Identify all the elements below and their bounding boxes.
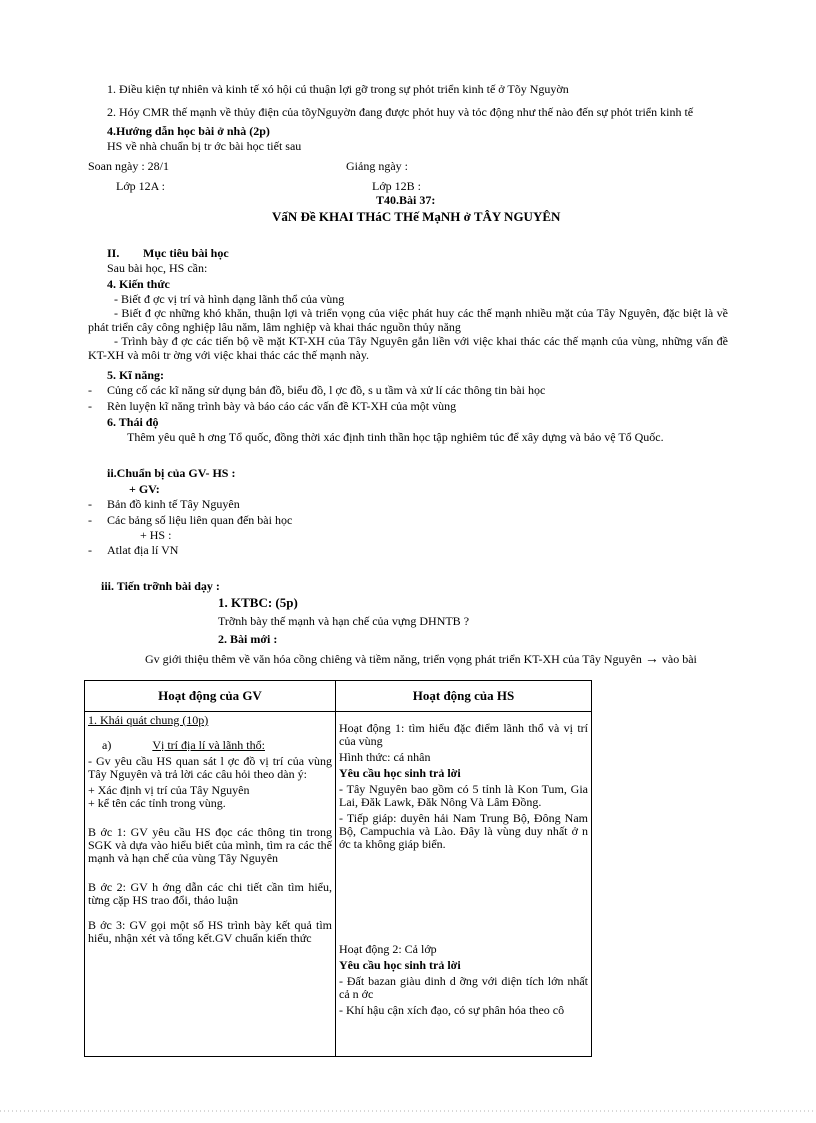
lesson-number: T40.Bài 37: — [376, 193, 436, 207]
new-lesson-heading: 2. Bài mới : — [218, 632, 278, 646]
question-2: 2. Hóy CMR thế mạnh về thủy điện của tõyNguyờn đang được phỏt huy và tỏc động như thế nào đến sự phỏt triển kinh tế — [107, 105, 694, 119]
homework-text: HS về nhà chuẩn bị tr ớc bài học tiết sau — [107, 139, 302, 153]
prepare-date: Soan ngày : 28/1 — [88, 159, 169, 173]
gv-paragraph: + kể tên các tỉnh trong vùng. — [88, 796, 226, 810]
col-header-hs: Hoạt động của HS — [336, 681, 592, 712]
knowledge-3: - Trình bày đ ợc các tiến bộ về mặt KT-XH của Tây Nguyên gắn liền với việc khai thác các thế mạnh của vùng, những vấn đề KT-XH và môi tr ờng với việc khai thác các thế mạnh này. — [88, 334, 728, 362]
knowledge-heading: 4. Kiến thức — [107, 277, 170, 291]
gv-sub-title: Vị trí địa lí và lãnh thổ: — [152, 738, 265, 752]
prep-bullet-1: - — [88, 497, 92, 511]
question-1: 1. Điều kiện tự nhiên và kinh tế xó hội cú thuận lợi gỡ trong sự phỏt triển kinh tế ở Tõy Nguyờn — [107, 82, 569, 96]
table-row — [85, 712, 592, 1057]
arrow-right-icon: → — [644, 652, 659, 667]
objectives-intro: Sau bài học, HS cần: — [107, 261, 208, 275]
hs-paragraph: Yêu cầu học sinh trả lời — [339, 766, 461, 780]
activity-table — [84, 680, 592, 1057]
hs-paragraph: - Tiếp giáp: duyên hải Nam Trung Bộ, Đông Nam Bộ, Campuchia và Lào. Đây là vùng duy nhất ở n ớc ta không giáp biển. — [339, 811, 588, 851]
prep-gv: + GV: — [129, 482, 160, 496]
page-bottom-divider — [0, 1110, 816, 1112]
objectives-heading: Mục tiêu bài học — [143, 246, 229, 260]
gv-paragraph: + Xác định vị trí của Tây Nguyên — [88, 783, 250, 797]
hs-paragraph: - Đất bazan giàu dinh d ỡng với diện tích lớn nhất cả n ớc — [339, 974, 588, 1001]
attitude-heading: 6. Thái độ — [107, 415, 159, 429]
teach-date: Giảng ngày : — [346, 159, 408, 173]
gv-sub-letter: a) — [102, 738, 112, 752]
intro-text — [145, 652, 697, 667]
hs-paragraph: - Tây Nguyên bao gồm có 5 tỉnh là Kon Tum, Gia Lai, Đăk Lawk, Đăk Nông Và Lâm Đồng. — [339, 782, 588, 809]
homework-heading: 4.Hướng dẫn học bài ở nhà (2p) — [107, 124, 270, 138]
hs-paragraph: Hoạt động 1: tìm hiểu đặc điểm lãnh thổ và vị trí của vùng — [339, 721, 588, 748]
skills-1: Củng cố các kĩ năng sử dụng bản đồ, biểu đồ, l ợc đồ, s u tầm và xử lí các thông tin bài học — [107, 383, 546, 397]
prep-bullet-2: - — [88, 513, 92, 527]
intro-main: Gv giới thiệu thêm về văn hóa cồng chiêng và tiềm năng, triển vọng phát triển KT-XH của Tây Nguyên — [145, 652, 642, 666]
prep-heading: ii.Chuẩn bị của GV- HS : — [107, 466, 236, 480]
hs-cell — [336, 712, 592, 1057]
class-12a: Lớp 12A : — [116, 179, 166, 193]
table-header-row — [85, 681, 592, 712]
prep-hs: + HS : — [140, 528, 172, 542]
skills-bullet-2: - — [88, 399, 92, 413]
prep-hs-1: Atlat địa lí VN — [107, 543, 179, 557]
skills-heading: 5. Kĩ năng: — [107, 368, 165, 382]
attitude-1: Thêm yêu quê h ơng Tổ quốc, đồng thời xác định tinh thần học tập nghiêm túc để xây dựng và bảo vệ Tổ Quốc. — [127, 430, 664, 444]
skills-2: Rèn luyện kĩ năng trình bày và báo cáo các vấn đề KT-XH của một vùng — [107, 399, 457, 413]
gv-step-3: B ớc 3: GV gọi một số HS trình bày kết quả tìm hiểu, nhận xét và tổng kết.GV chuẩn kiến thức — [88, 918, 332, 945]
gv-paragraph: - Gv yêu cầu HS quan sát l ợc đồ vị trí của vùng Tây Nguyên và trả lời các câu hỏi theo dàn ý: — [88, 754, 332, 781]
knowledge-1: - Biết đ ợc vị trí và hình dạng lãnh thổ của vùng — [114, 292, 345, 306]
gv-step-2: B ớc 2: GV h ớng dẫn các chi tiết cần tìm hiểu, từng cặp HS trao đổi, thảo luận — [88, 880, 332, 907]
lesson-title: VấN Đề KHAI THáC THế MạNH ở TÂY NGUYÊN — [272, 209, 561, 224]
ktbc-heading: 1. KTBC: (5p) — [218, 595, 298, 610]
skills-bullet-1: - — [88, 383, 92, 397]
hs-paragraph: - Khí hậu cận xích đạo, có sự phân hóa theo cô — [339, 1004, 565, 1017]
hs-paragraph: Hoạt động 2: Cả lớp — [339, 942, 437, 956]
gv-step-1: B ớc 1: GV yêu cầu HS đọc các thông tin trong SGK và dựa vào hiểu biết của mình, tìm ra các thế mạnh và hạn chế của vùng Tây Nguyên — [88, 825, 332, 865]
intro-tail: vào bài — [661, 652, 697, 666]
gv-section-title: 1. Khái quát chung (10p) — [88, 713, 209, 727]
gv-cell — [85, 712, 336, 1057]
col-header-gv: Hoạt động của GV — [85, 681, 336, 712]
hs-paragraph: Yêu cầu học sinh trả lời — [339, 958, 461, 972]
ktbc-question: Trỡnh bày thế mạnh và hạn chế của vựng DHNTB ? — [218, 614, 470, 628]
prep-gv-2: Các bảng số liệu liên quan đến bài học — [107, 513, 293, 527]
knowledge-2: - Biết đ ợc những khó khăn, thuận lợi và triển vọng của việc phát huy các thế mạnh nhiều mặt của Tây Nguyên, đặc biệt là về phát triển cây công nghiệp lâu năm, lâm nghiệp và khai thác nguồn thủy năng — [88, 306, 728, 334]
class-12b: Lớp 12B : — [372, 179, 422, 193]
prep-gv-1: Bản đồ kinh tế Tây Nguyên — [107, 497, 240, 511]
process-heading: iii. Tiến trỡnh bài dạy : — [101, 579, 220, 593]
hs-paragraph: Hình thức: cá nhân — [339, 750, 431, 764]
prep-bullet-3: - — [88, 543, 92, 557]
objectives-number: II. — [107, 246, 120, 260]
gv-subsection — [88, 739, 332, 752]
